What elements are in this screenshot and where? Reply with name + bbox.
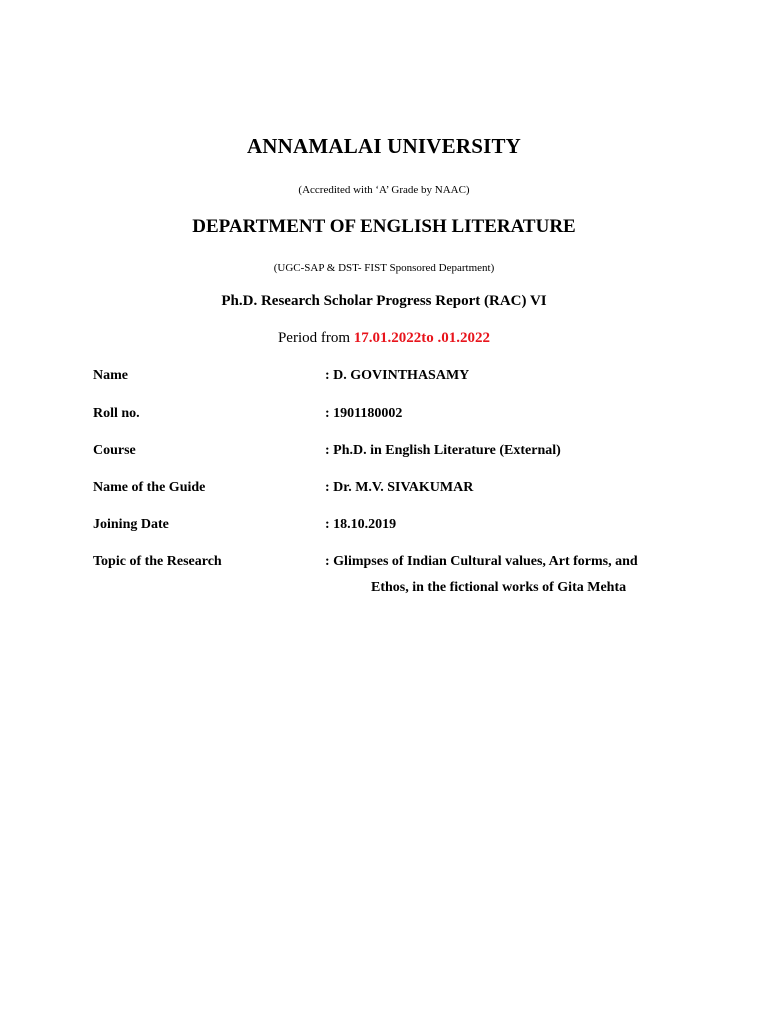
period-prefix: Period from [277, 330, 354, 346]
period-dates: 17.01.2022to .01.2022 [353, 330, 491, 346]
detail-label-research-topic: Topic of the Research [93, 554, 222, 569]
detail-value-research-topic: : Glimpses of Indian Cultural values, Art forms, and [325, 554, 638, 569]
detail-value-name: : D. GOVINTHASAMY [325, 368, 470, 383]
detail-value-research-topic-continuation: Ethos, in the fictional works of Gita Mehta [371, 580, 627, 595]
report-title: Ph.D. Research Scholar Progress Report (RAC) VI [221, 293, 547, 309]
university-title: ANNAMALAI UNIVERSITY [246, 134, 522, 158]
detail-value-joining-date: : 18.10.2019 [325, 517, 397, 532]
detail-label-joining-date: Joining Date [93, 517, 169, 532]
department-title: DEPARTMENT OF ENGLISH LITERATURE [192, 216, 576, 237]
accreditation-note: (Accredited with ‘A’ Grade by NAAC) [298, 184, 470, 196]
detail-value-course: : Ph.D. in English Literature (External) [325, 443, 561, 458]
sponsorship-note: (UGC-SAP & DST- FIST Sponsored Department) [273, 262, 495, 274]
detail-label-guide: Name of the Guide [93, 480, 206, 495]
detail-value-guide: : Dr. M.V. SIVAKUMAR [325, 480, 474, 495]
detail-label-name: Name [93, 368, 128, 383]
detail-label-roll: Roll no. [93, 406, 140, 421]
detail-label-course: Course [93, 443, 136, 458]
report-period [0, 330, 768, 347]
detail-value-roll: : 1901180002 [325, 406, 403, 421]
